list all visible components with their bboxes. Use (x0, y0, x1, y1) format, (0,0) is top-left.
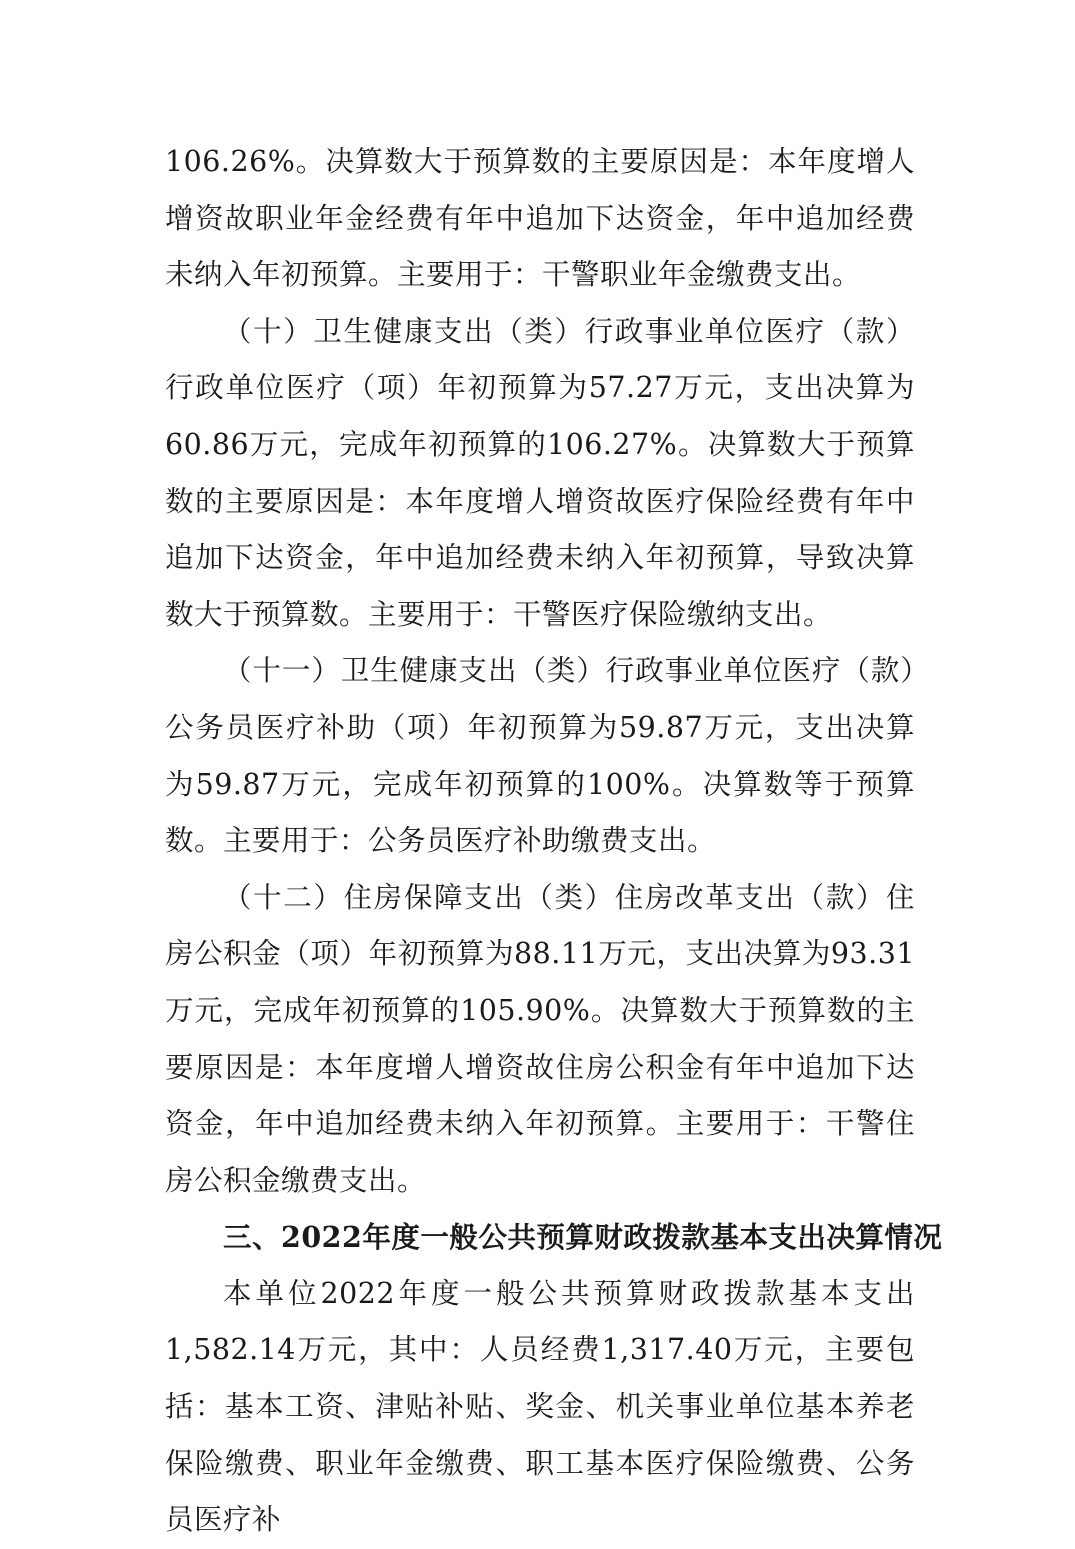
paragraph-item-10-medical: （十）卫生健康支出（类）行政事业单位医疗（款）行政单位医疗（项）年初预算为57.27万元，支出决算为60.86万元，完成年初预算的106.27%。决算数大于预算数的主要原因是：本年度增人增资故医疗保险经费有年中追加下达资金，年中追加经费未纳入年初预算，导致决算数大于预算数。主要用于：干警医疗保险缴纳支出。 (165, 314, 915, 631)
document-page (165, 134, 943, 1549)
paragraph-item-11-civil-servant-medical: （十一）卫生健康支出（类）行政事业单位医疗（款）公务员医疗补助（项）年初预算为59.87万元，支出决算为59.87万元，完成年初预算的100%。决算数等于预算数。主要用于：公务员医疗补助缴费支出。 (165, 654, 915, 858)
paragraph-basic-expenditure: 本单位2022年度一般公共预算财政拨款基本支出1,582.14万元，其中：人员经费1,317.40万元，主要包括：基本工资、津贴补贴、奖金、机关事业单位基本养老保险缴费、职业年金缴费、职工基本医疗保险缴费、公务员医疗补 (165, 1276, 915, 1537)
section-heading-basic-expenditure: 三、2022年度一般公共预算财政拨款基本支出决算情况 (223, 1220, 943, 1255)
paragraph-continuation: 106.26%。决算数大于预算数的主要原因是：本年度增人增资故职业年金经费有年中追加下达资金，年中追加经费未纳入年初预算。主要用于：干警职业年金缴费支出。 (165, 145, 915, 292)
paragraph-item-12-housing-fund: （十二）住房保障支出（类）住房改革支出（款）住房公积金（项）年初预算为88.11万元，支出决算为93.31万元，完成年初预算的105.90%。决算数大于预算数的主要原因是：本年度增人增资故住房公积金有年中追加下达资金，年中追加经费未纳入年初预算。主要用于：干警住房公积金缴费支出。 (165, 880, 915, 1197)
